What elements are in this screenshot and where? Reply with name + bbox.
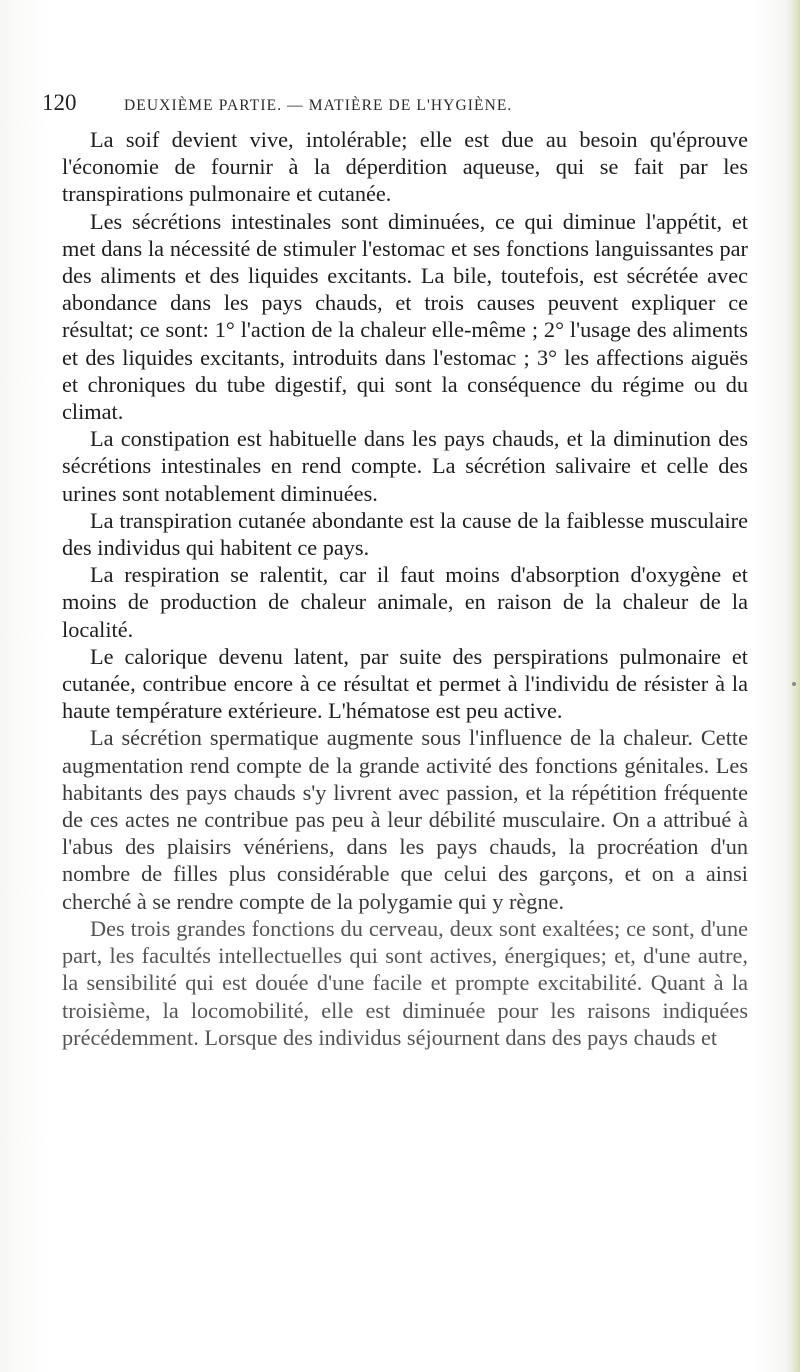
running-title: DEUXIÈME PARTIE. — MATIÈRE DE L'HYGIÈNE. — [124, 97, 513, 114]
paragraph-constipation: La constipation est habituelle dans les pays chauds, et la diminution des sécrétions intestinales en rend compte. La sécrétion salivaire et celle des urines sont notablement diminuées. — [62, 426, 748, 506]
paragraph-brain-functions: Des trois grandes fonctions du cerveau, deux sont exaltées; ce sont, d'une part, les facultés intellectuelles qui sont actives, énergiques; et, d'une autre, la sensibilité qui est douée d'une facile et prompte excitabilité. Quant à la troisième, la locomobilité, elle est diminuée pour les raisons indiquées précédemment. Lorsque des individus séjournent dans des pays chauds et — [62, 915, 748, 1050]
running-header — [42, 90, 742, 118]
paragraph-latent-heat: Le calorique devenu latent, par suite des perspirations pulmonaire et cutanée, contribue encore à ce résultat et permet à l'individu de résister à la haute température extérieure. L'hématose est peu active. — [62, 643, 748, 724]
body-text — [62, 126, 748, 1051]
paragraph-respiration: La respiration se ralentit, car il faut moins d'absorption d'oxygène et moins de production de chaleur animale, en raison de la chaleur de la localité. — [62, 562, 748, 642]
paragraph-spermatic-secretion: La sécrétion spermatique augmente sous l'influence de la chaleur. Cette augmentation rend compte de la grande activité des fonctions génitales. Les habitants des pays chauds s'y livrent avec passion, et la répétition fréquente de ces actes ne contribue pas peu à leur débilité musculaire. On a attribué à l'abus des plaisirs vénériens, dans les pays chauds, la procréation d'un nombre de filles plus considérable que celui des garçons, et on a ainsi cherché à se rendre compte de la polygamie qui y règne. — [62, 725, 748, 914]
paragraph-intestinal-secretions: Les sécrétions intestinales sont diminuées, ce qui diminue l'appétit, et met dans la nécessité de stimuler l'estomac et ses fonctions languissantes par des aliments et des liquides excitants. La bile, toutefois, est sécrétée avec abondance dans les pays chauds, et trois causes peuvent expliquer ce résultat; ce sont: 1° l'action de la chaleur elle-même ; 2° l'usage des aliments et des liquides excitants, introduits dans l'estomac ; 3° les affections aiguës et chroniques du tube digestif, qui sont la conséquence du régime ou du climat. — [62, 208, 748, 425]
page-number: 120 — [42, 90, 77, 115]
page-edge-shadow — [786, 0, 800, 1372]
paragraph-cutaneous-transpiration: La transpiration cutanée abondante est la cause de la faiblesse musculaire des individus qui habitent ce pays. — [62, 507, 748, 561]
paragraph-thirst: La soif devient vive, intolérable; elle est due au besoin qu'éprouve l'économie de fournir à la déperdition aqueuse, qui se fait par les transpirations pulmonaire et cutanée. — [62, 127, 748, 207]
paper-speck — [792, 682, 796, 686]
